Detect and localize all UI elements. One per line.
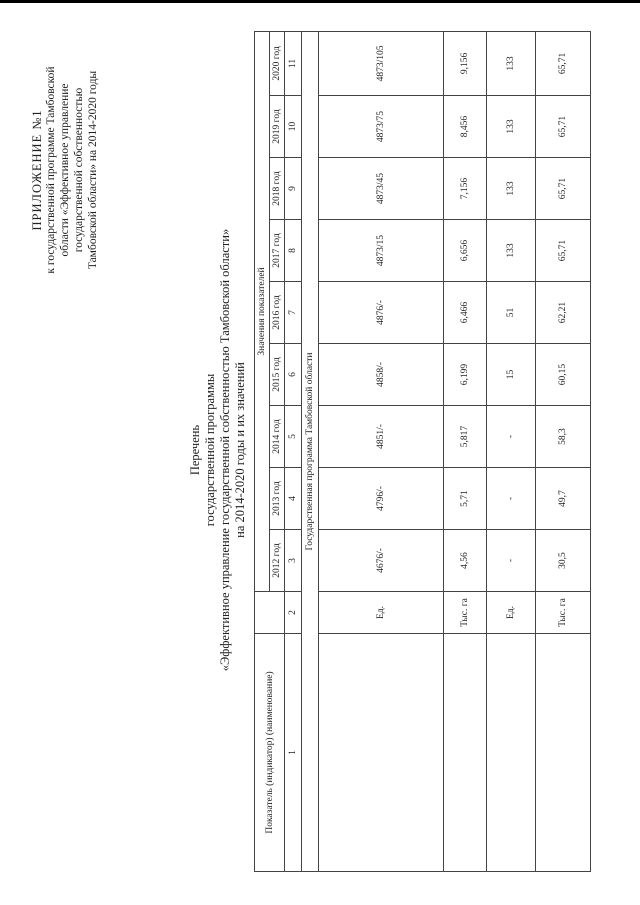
value-cell: 65,71: [536, 96, 591, 158]
value-cell: 4676/-: [319, 530, 444, 592]
column-index: 4: [285, 468, 302, 530]
value-cell: 62,21: [536, 282, 591, 344]
rotated-sheet: [20, 20, 620, 880]
value-cell: 8,456: [444, 96, 487, 158]
value-cell: 5,71: [444, 468, 487, 530]
value-cell: 30,5: [536, 530, 591, 592]
header-year: 2020 год: [270, 31, 285, 95]
column-index: 6: [285, 344, 302, 406]
value-cell: 133: [487, 220, 536, 282]
value-cell: 58,3: [536, 406, 591, 468]
header-values-group: Значения показателей: [255, 31, 270, 591]
value-cell: 4851/-: [319, 406, 444, 468]
appendix-block: [30, 30, 100, 310]
value-cell: 60,15: [536, 344, 591, 406]
value-cell: 7,156: [444, 158, 487, 220]
value-cell: 6,656: [444, 220, 487, 282]
column-index: 3: [285, 530, 302, 592]
value-cell: 6,199: [444, 344, 487, 406]
value-cell: 4873/15: [319, 220, 444, 282]
header-year: 2016 год: [270, 282, 285, 344]
value-cell: -: [487, 468, 536, 530]
header-year: 2012 год: [270, 530, 285, 592]
title-line-4: на 2014-2020 годы и их значений: [233, 362, 247, 538]
title-line-2: государственной программы: [203, 373, 217, 527]
value-cell: 65,71: [536, 158, 591, 220]
column-index: 11: [285, 31, 302, 95]
value-cell: 51: [487, 282, 536, 344]
header-year: 2019 год: [270, 96, 285, 158]
header-year: 2013 год: [270, 468, 285, 530]
indicator-name: [319, 634, 444, 872]
title-line-3: «Эффективное управление государственной собственностью Тамбовской области»: [218, 228, 232, 672]
value-cell: -: [487, 406, 536, 468]
appendix-sub2: области «Эффективное управление: [59, 83, 71, 257]
value-cell: 4873/105: [319, 31, 444, 95]
column-index: 2: [285, 592, 302, 634]
table-row: [444, 31, 487, 871]
program-group-row: [302, 31, 319, 871]
value-cell: 9,156: [444, 31, 487, 95]
header-indicator: Показатель (индикатор) (наименование): [255, 634, 285, 872]
top-border-line: [0, 0, 640, 3]
header-year: 2017 год: [270, 220, 285, 282]
value-cell: 5,817: [444, 406, 487, 468]
value-cell: 4796/-: [319, 468, 444, 530]
value-cell: 4858/-: [319, 344, 444, 406]
value-cell: 133: [487, 96, 536, 158]
indicator-unit: Ед.: [487, 592, 536, 634]
program-group-title: Государственная программа Тамбовской области: [302, 31, 319, 871]
value-cell: 65,71: [536, 220, 591, 282]
value-cell: 133: [487, 158, 536, 220]
header-year: 2018 год: [270, 158, 285, 220]
column-index: 10: [285, 96, 302, 158]
indicator-unit: Ед.: [319, 592, 444, 634]
table-row: [536, 31, 591, 871]
indicator-unit: Тыс. га: [444, 592, 487, 634]
indicator-name: [536, 634, 591, 872]
title-line-1: Перечень: [188, 424, 202, 476]
column-index: 5: [285, 406, 302, 468]
header-year: 2015 год: [270, 344, 285, 406]
value-cell: 4,56: [444, 530, 487, 592]
value-cell: 4876/-: [319, 282, 444, 344]
value-cell: 133: [487, 31, 536, 95]
value-cell: 65,71: [536, 31, 591, 95]
value-cell: -: [487, 530, 536, 592]
document-title: [188, 190, 248, 710]
value-cell: 4873/45: [319, 158, 444, 220]
column-index-row: [285, 31, 302, 871]
value-cell: 4873/75: [319, 96, 444, 158]
indicators-table: [254, 31, 591, 872]
indicator-unit: Тыс. га: [536, 592, 591, 634]
table-row: [319, 31, 444, 871]
value-cell: 15: [487, 344, 536, 406]
appendix-sub4: Тамбовской области» на 2014-2020 годы: [87, 70, 99, 270]
appendix-sub: к государственной программе Тамбовской: [45, 66, 57, 274]
value-cell: 6,466: [444, 282, 487, 344]
column-index: 1: [285, 634, 302, 872]
indicator-name: [487, 634, 536, 872]
column-index: 7: [285, 282, 302, 344]
value-cell: 49,7: [536, 468, 591, 530]
column-index: 9: [285, 158, 302, 220]
appendix-sub3: государственной собственностью: [73, 87, 85, 253]
appendix-head: ПРИЛОЖЕНИЕ №1: [30, 109, 44, 231]
column-index: 8: [285, 220, 302, 282]
header-year: 2014 год: [270, 406, 285, 468]
table-row: [487, 31, 536, 871]
indicator-name: [444, 634, 487, 872]
header-unit: [255, 592, 285, 634]
